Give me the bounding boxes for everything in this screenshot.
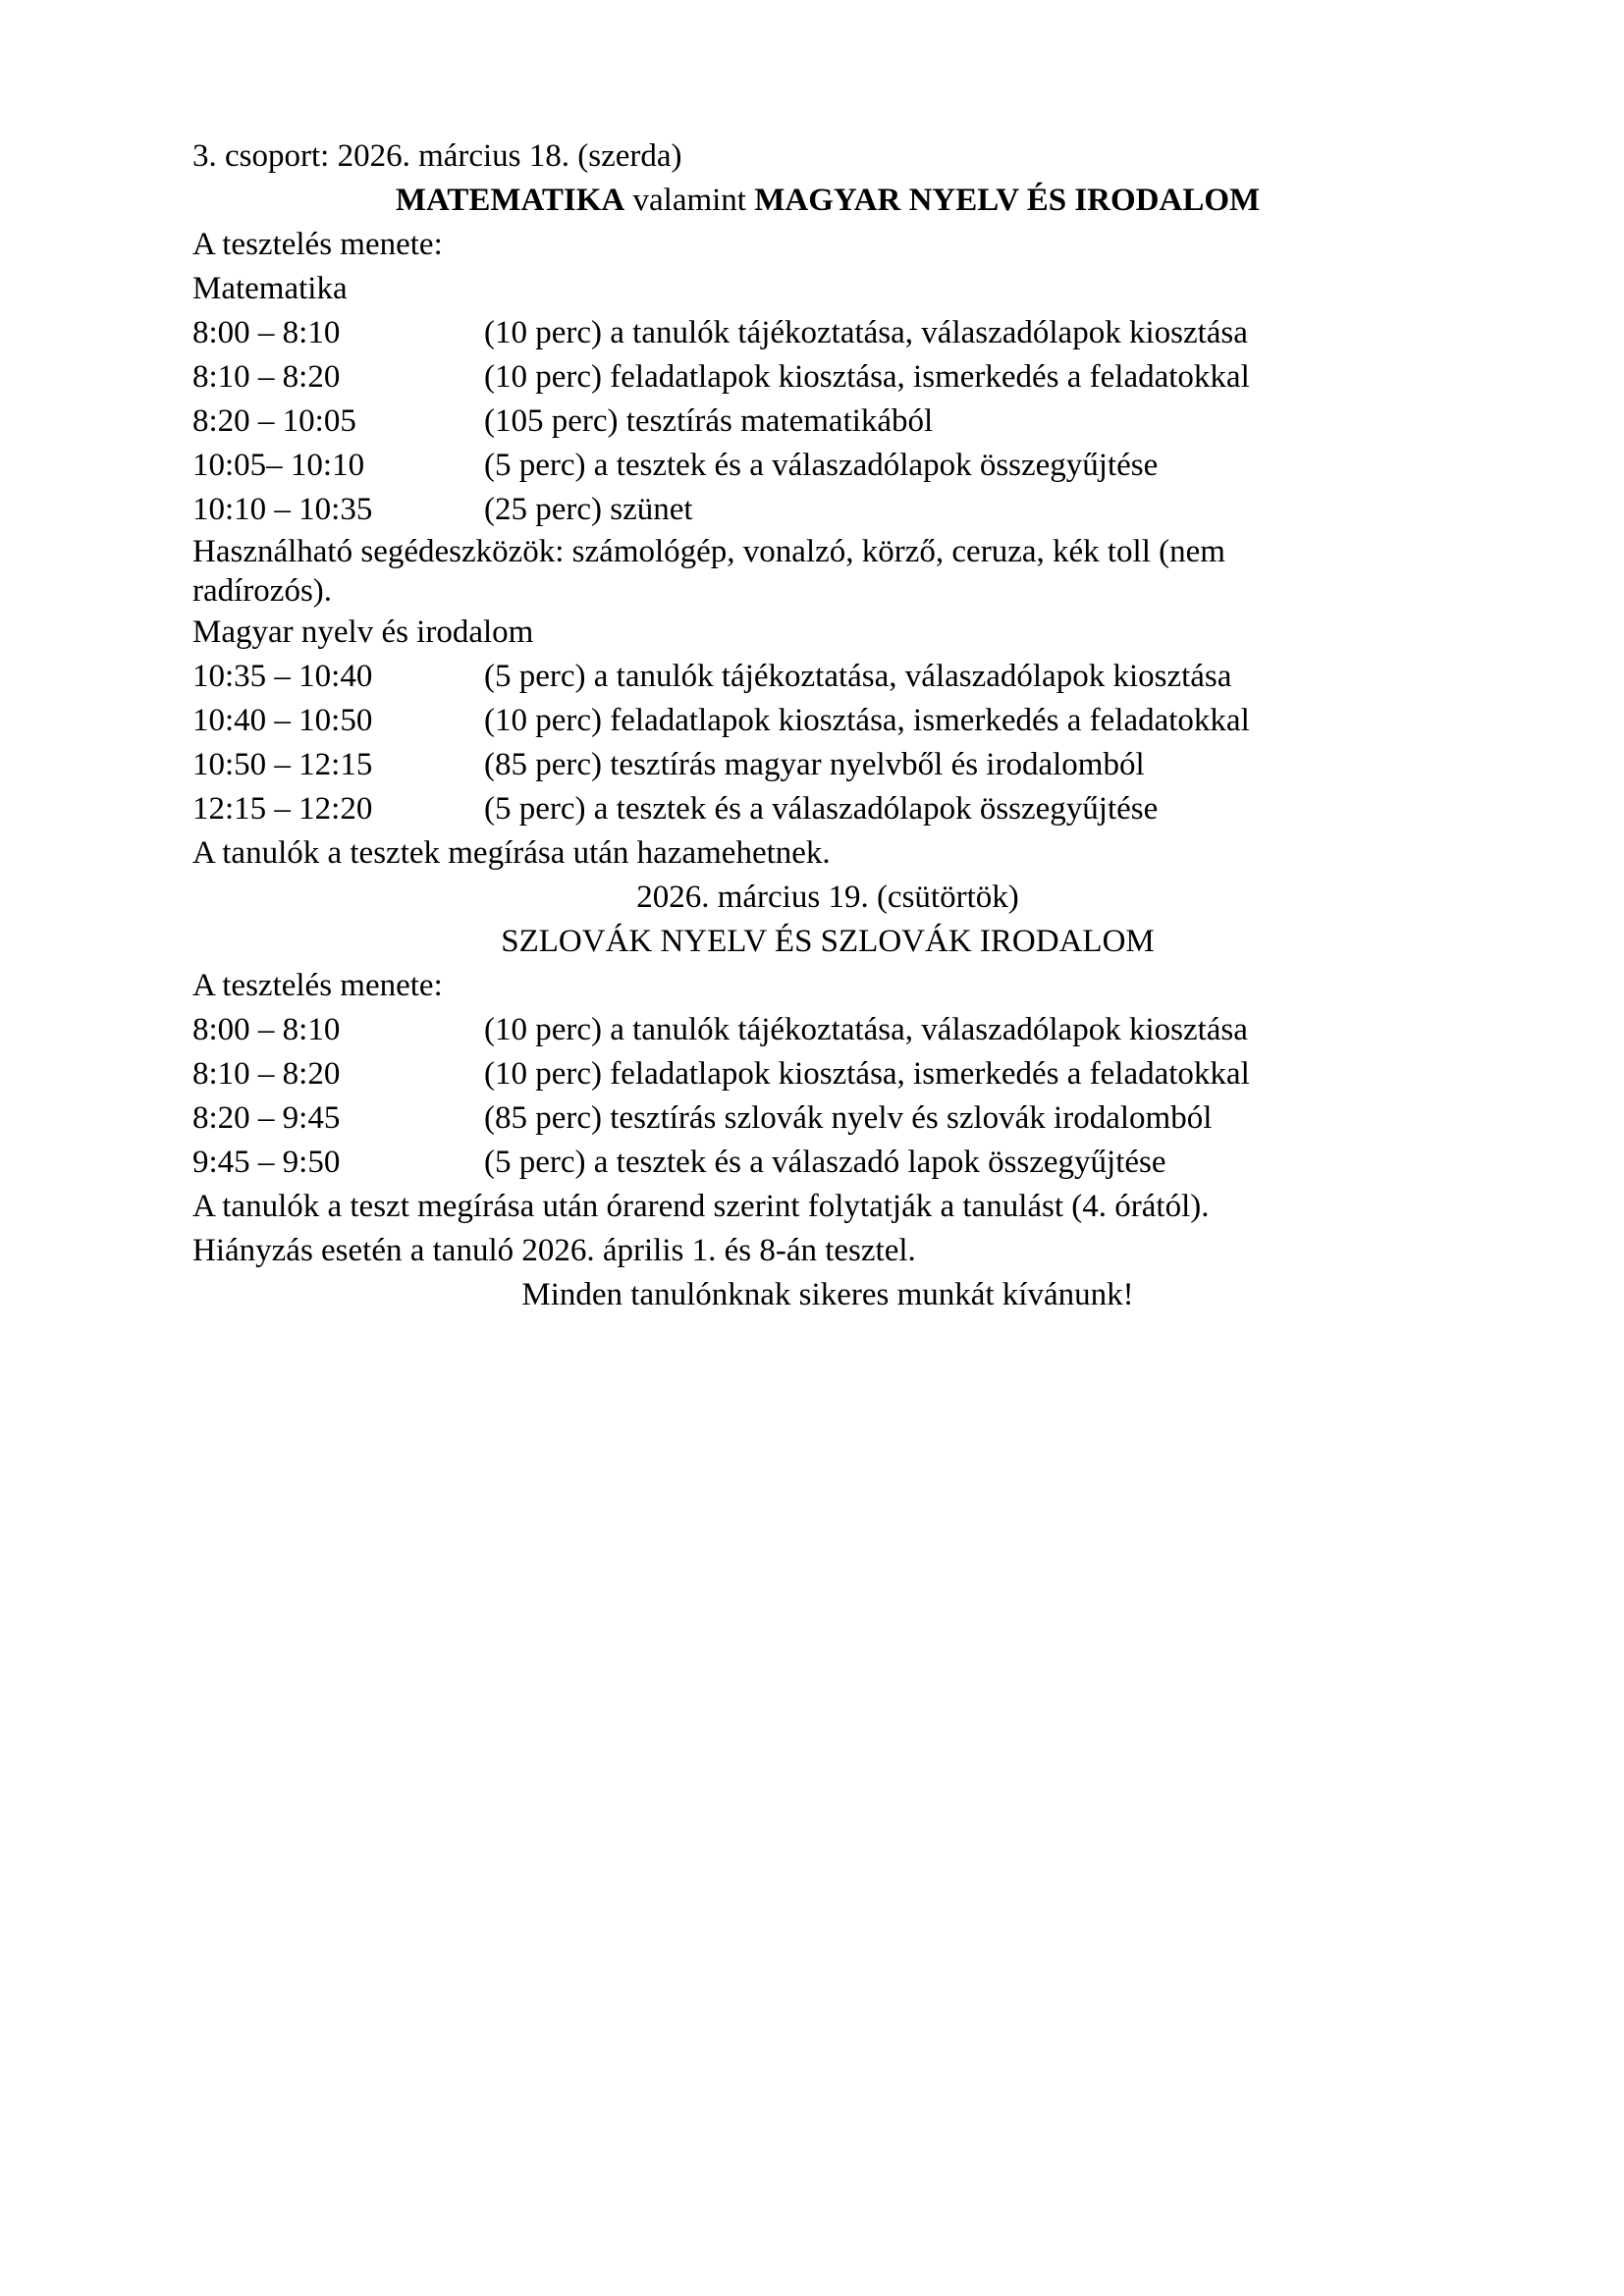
hungarian-schedule: [192, 655, 1463, 831]
time-cell: 8:00 – 8:10: [192, 1012, 341, 1047]
time-cell: 10:35 – 10:40: [192, 659, 373, 694]
description-cell: (10 perc) feladatlapok kiosztása, ismerkedés a feladatokkal: [484, 1056, 1250, 1092]
schedule-row: [192, 1141, 1463, 1185]
day2-subject-heading: SZLOVÁK NYELV ÉS SZLOVÁK IRODALOM: [501, 924, 1155, 959]
time-cell: 8:20 – 9:45: [192, 1100, 341, 1136]
time-cell: 8:10 – 8:20: [192, 1056, 341, 1092]
time-cell: 10:40 – 10:50: [192, 703, 373, 738]
process-label-day2: A tesztelés menete:: [192, 968, 443, 1003]
math-schedule: [192, 311, 1463, 532]
process-label-day1: A tesztelés menete:: [192, 227, 443, 262]
absence-note: Hiányzás esetén a tanuló 2026. április 1. és 8-án tesztel.: [192, 1233, 916, 1268]
description-cell: (85 perc) tesztírás szlovák nyelv és szlovák irodalomból: [484, 1100, 1213, 1136]
time-cell: 10:10 – 10:35: [192, 492, 373, 527]
time-cell: 10:05– 10:10: [192, 448, 365, 483]
description-cell: (85 perc) tesztírás magyar nyelvből és irodalomból: [484, 747, 1145, 782]
day1-subject-hungarian: MAGYAR NYELV ÉS IRODALOM: [754, 183, 1261, 218]
slovak-schedule: [192, 1008, 1463, 1185]
description-cell: (5 perc) a tesztek és a válaszadó lapok összegyűjtése: [484, 1145, 1166, 1180]
time-cell: 12:15 – 12:20: [192, 791, 373, 827]
description-cell: (10 perc) a tanulók tájékoztatása, válaszadólapok kiosztása: [484, 1012, 1248, 1047]
schedule-row: [192, 400, 1463, 444]
day1-subject-math: MATEMATIKA: [395, 183, 625, 218]
day1-subjects-title: [192, 179, 1463, 223]
description-cell: (25 perc) szünet: [484, 492, 693, 527]
hungarian-section-heading: Magyar nyelv és irodalom: [192, 614, 534, 650]
schedule-row: [192, 311, 1463, 355]
schedule-row: [192, 488, 1463, 532]
description-cell: (10 perc) feladatlapok kiosztása, ismerkedés a feladatokkal: [484, 703, 1250, 738]
tools-note: [192, 532, 1463, 611]
day2-date-heading: 2026. március 19. (csütörtök): [636, 880, 1019, 915]
schedule-row: [192, 1008, 1463, 1052]
continue-note: A tanulók a teszt megírása után órarend szerint folytatják a tanulást (4. órától).: [192, 1189, 1210, 1224]
tools-note-line1: Használható segédeszközök: számológép, vonalzó, körző, ceruza, kék toll (nem: [192, 534, 1225, 569]
schedule-row: [192, 743, 1463, 787]
schedule-row: [192, 355, 1463, 400]
group-date-header: 3. csoport: 2026. március 18. (szerda): [192, 138, 682, 174]
schedule-row: [192, 787, 1463, 831]
description-cell: (5 perc) a tesztek és a válaszadólapok összegyűjtése: [484, 791, 1159, 827]
time-cell: 8:00 – 8:10: [192, 315, 341, 350]
description-cell: (10 perc) feladatlapok kiosztása, ismerkedés a feladatokkal: [484, 359, 1250, 395]
schedule-row: [192, 1052, 1463, 1096]
description-cell: (105 perc) tesztírás matematikából: [484, 403, 934, 439]
description-cell: (5 perc) a tanulók tájékoztatása, válaszadólapok kiosztása: [484, 659, 1232, 694]
closing-message: Minden tanulónknak sikeres munkát kívánunk!: [521, 1277, 1134, 1312]
schedule-row: [192, 699, 1463, 743]
schedule-row: [192, 655, 1463, 699]
math-section-heading: Matematika: [192, 271, 348, 306]
dismissal-note: A tanulók a tesztek megírása után hazamehetnek.: [192, 835, 831, 871]
time-cell: 10:50 – 12:15: [192, 747, 373, 782]
tools-note-line2: radírozós).: [192, 573, 333, 609]
schedule-row: [192, 1096, 1463, 1141]
description-cell: (10 perc) a tanulók tájékoztatása, válaszadólapok kiosztása: [484, 315, 1248, 350]
description-cell: (5 perc) a tesztek és a válaszadólapok összegyűjtése: [484, 448, 1159, 483]
time-cell: 8:20 – 10:05: [192, 403, 356, 439]
day1-title-connector: valamint: [624, 183, 755, 218]
time-cell: 9:45 – 9:50: [192, 1145, 341, 1180]
time-cell: 8:10 – 8:20: [192, 359, 341, 395]
schedule-row: [192, 444, 1463, 488]
